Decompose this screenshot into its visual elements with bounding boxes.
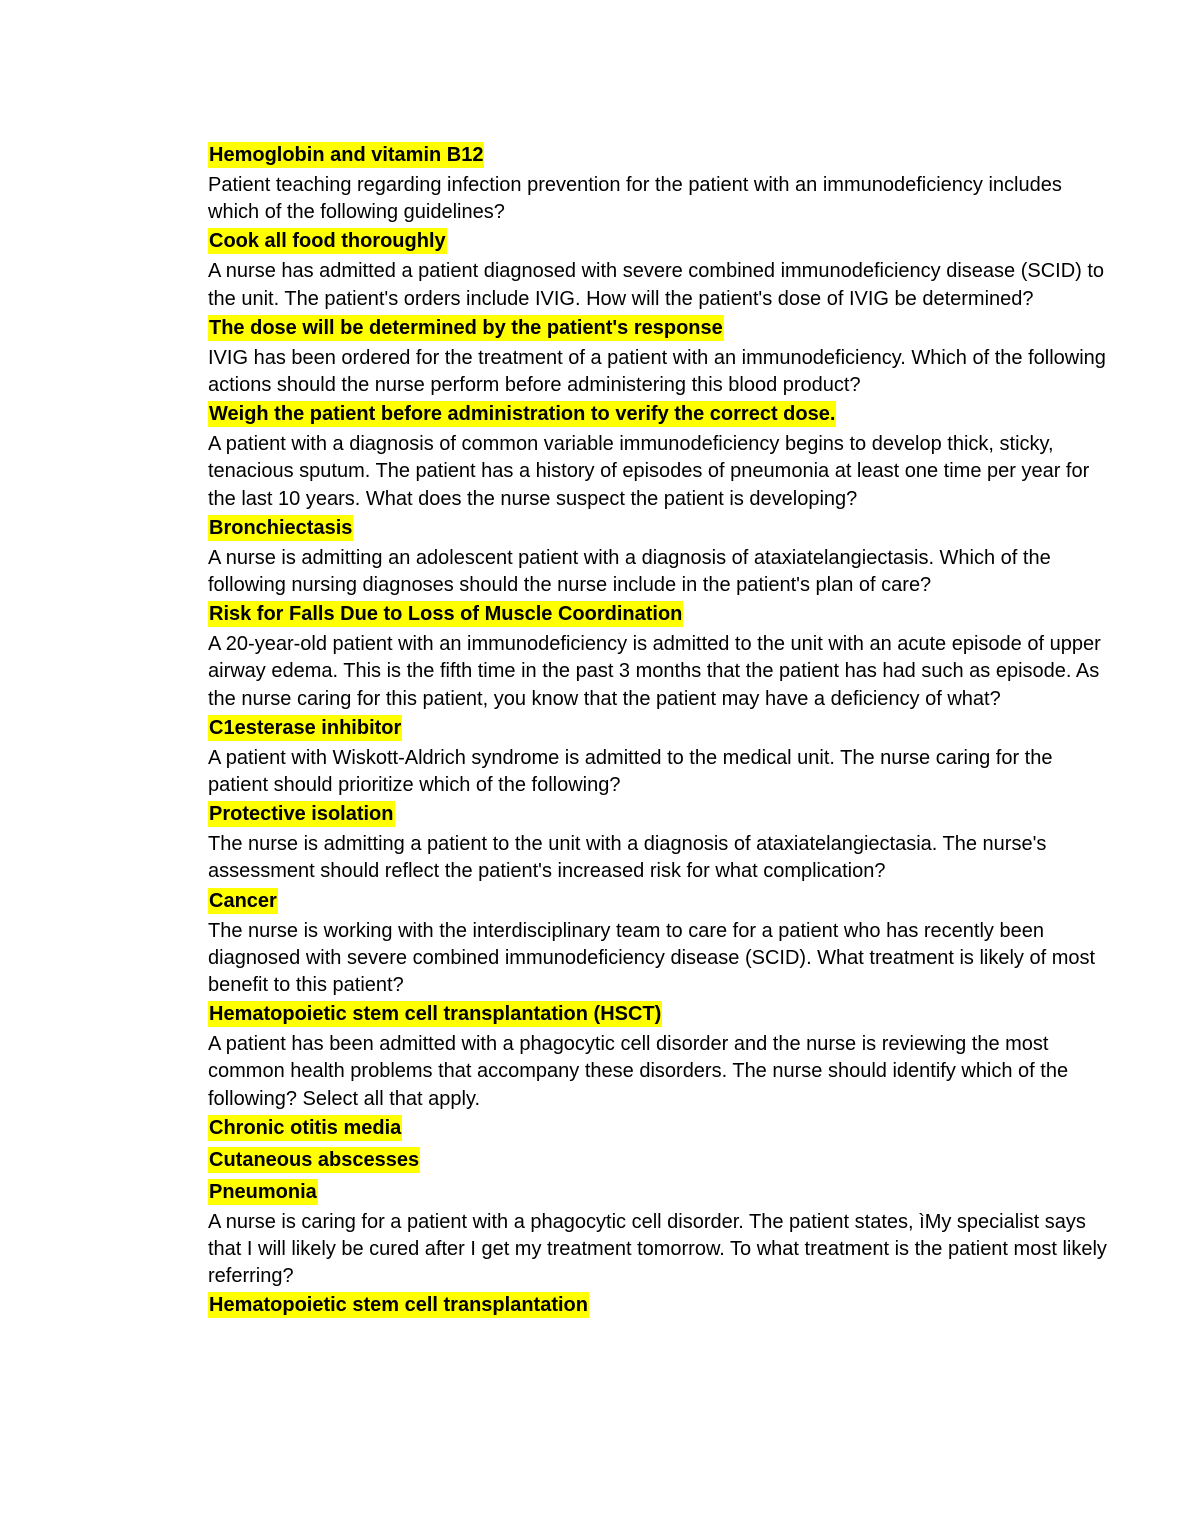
highlighted-answer: Cancer [209,889,277,912]
answer-block [208,599,1118,631]
question-text: A patient with a diagnosis of common variable immunodeficiency begins to develop thick, sticky, tenacious sputum. The patient has a history of episodes of pneumonia at least one time per year for the last 10 years. What does the nurse suspect the patient is developing? [208,433,1090,510]
highlighted-answer: Chronic otitis media [209,1116,402,1139]
answer-block [208,713,1118,745]
question-text: A patient has been admitted with a phagocytic cell disorder and the nurse is reviewing the most common health problems that accompany these disorders. The nurse should identify which of the following? Select all that apply. [208,1033,1069,1110]
answer-block [208,226,1118,258]
highlighted-answer: Pneumonia [209,1180,317,1203]
answer-block [208,799,1118,831]
question-text: A patient with Wiskott-Aldrich syndrome is admitted to the medical unit. The nurse caring for the patient should prioritize which of the following? [208,746,1053,797]
highlighted-answer: Cook all food thoroughly [209,230,446,253]
question-text: The nurse is admitting a patient to the unit with a diagnosis of ataxiatelangiectasia. The nurse's assessment should reflect the patient's increased risk for what complication? [208,833,1047,883]
question-text: A nurse has admitted a patient diagnosed with severe combined immunodeficiency disease (SCID) to the unit. The patient's orders include IVIG. How will the patient's dose of IVIG be determined? [208,260,1105,310]
document-page [208,140,1118,1322]
question-text: A nurse is caring for a patient with a phagocytic cell disorder. The patient states, ìMy specialist says that I will likely be cured after I get my treatment tomorrow. To what treatment is the patient most likely referring? [208,1210,1107,1288]
answer-block [208,1113,1118,1145]
answer-block [208,1177,1118,1209]
highlighted-answer: Risk for Falls Due to Loss of Muscle Coordination [209,603,683,626]
highlighted-answer: Cutaneous abscesses [209,1148,420,1171]
answer-block [208,313,1118,345]
question-text: IVIG has been ordered for the treatment of a patient with an immunodeficiency. Which of the following actions should the nurse perform before administering this blood product? [208,346,1106,397]
question-text: A nurse is admitting an adolescent patient with a diagnosis of ataxiatelangiectasis. Which of the following nursing diagnoses should the nurse include in the patient's plan of care? [208,546,1051,597]
highlighted-answer: Bronchiectasis [209,516,353,539]
answer-block [208,513,1118,545]
highlighted-answer: Hemoglobin and vitamin B12 [209,144,484,166]
highlighted-answer: Protective isolation [209,803,394,826]
answer-block [208,140,1118,172]
highlighted-answer: Hematopoietic stem cell transplantation (HSCT) [209,1003,662,1026]
highlighted-answer: Hematopoietic stem cell transplantation [209,1294,588,1317]
answer-block [208,1290,1118,1322]
highlighted-answer: Weigh the patient before administration to verify the correct dose. [209,403,836,426]
highlighted-answer: The dose will be determined by the patient's response [209,316,723,339]
answer-block [208,886,1118,918]
answer-block [208,999,1118,1031]
question-text: Patient teaching regarding infection prevention for the patient with an immunodeficiency includes which of the following guidelines? [208,174,1062,224]
question-text: A 20-year-old patient with an immunodeficiency is admitted to the unit with an acute episode of upper airway edema. This is the fifth time in the past 3 months that the patient has had such as episode. As the nurse caring for this patient, you know that the patient may have a deficiency of what? [208,633,1101,710]
answer-block [208,1145,1118,1177]
question-text: The nurse is working with the interdisciplinary team to care for a patient who has recently been diagnosed with severe combined immunodeficiency disease (SCID). What treatment is likely of most benefit to this patient? [208,919,1096,997]
answer-block [208,399,1118,431]
highlighted-answer: C1esterase inhibitor [209,716,402,739]
